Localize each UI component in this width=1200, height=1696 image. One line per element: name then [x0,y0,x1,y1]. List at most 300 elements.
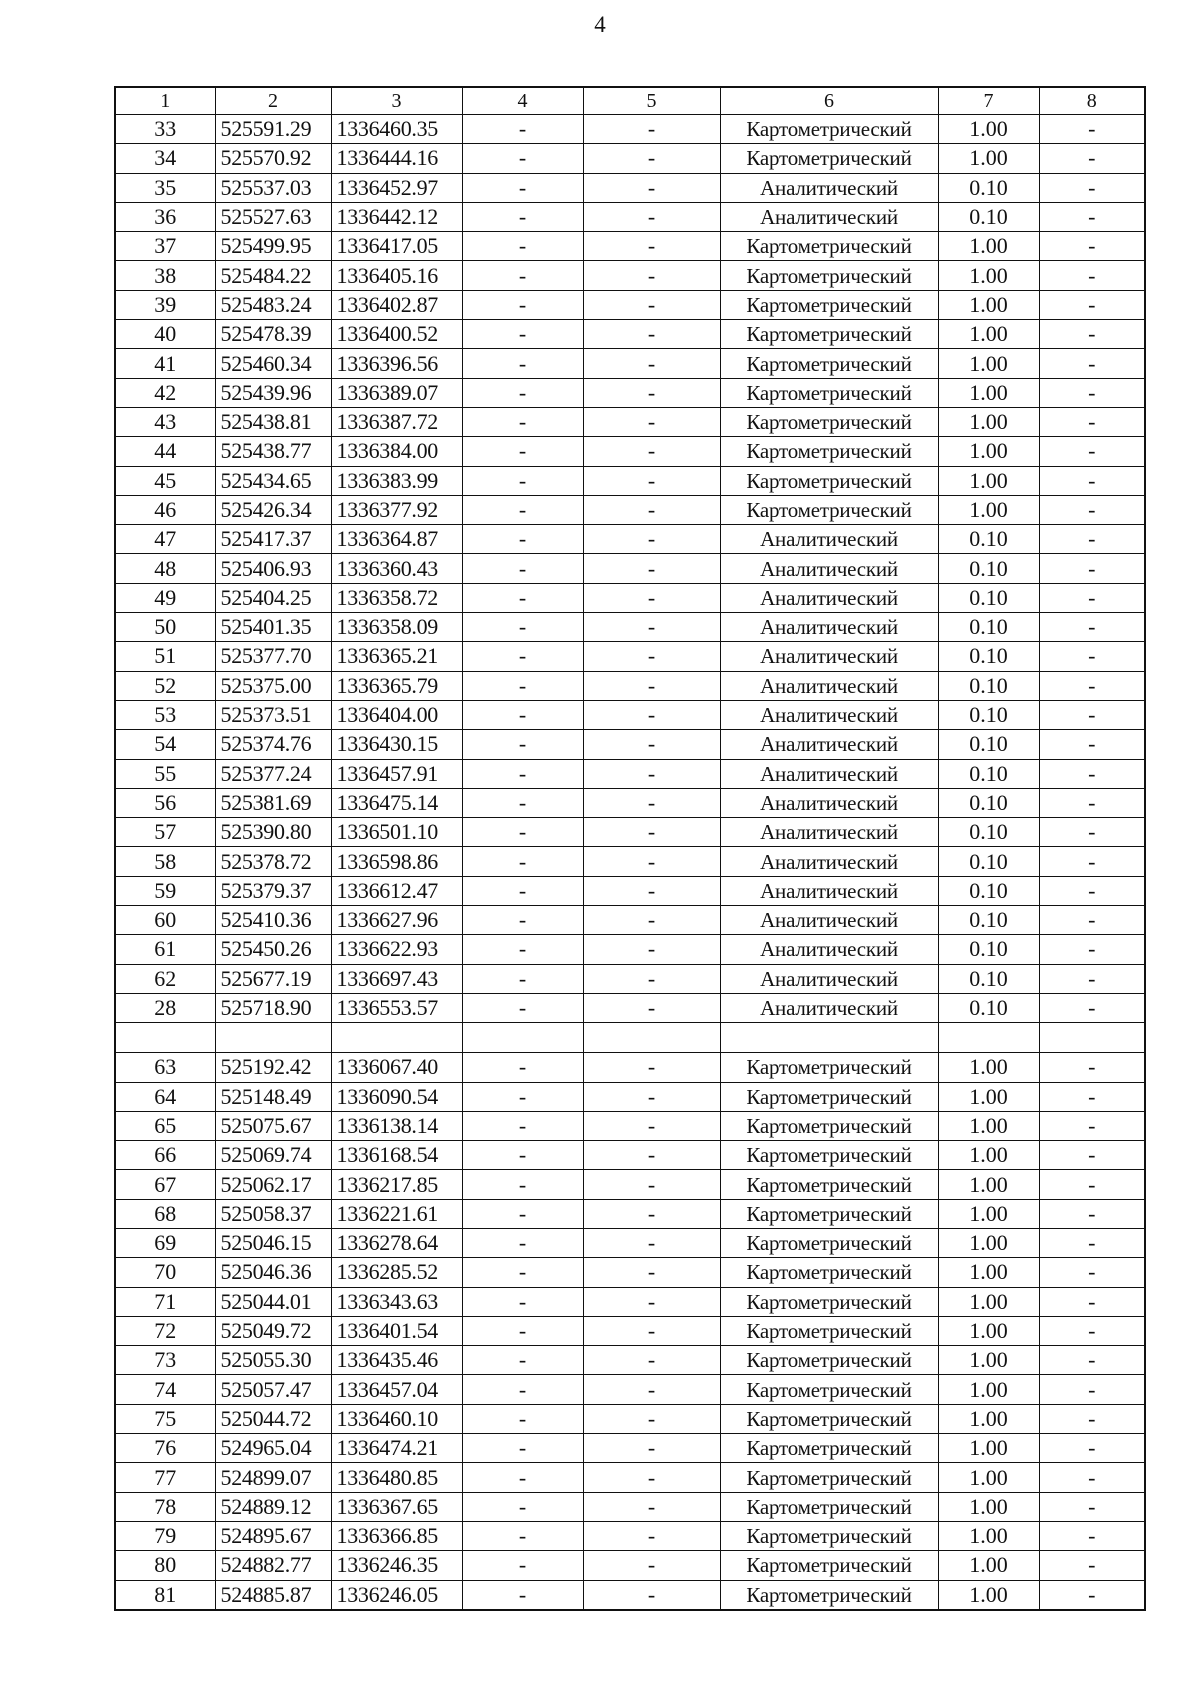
column-5-cell: - [583,495,720,524]
x-coordinate-cell: 525478.39 [215,320,331,349]
method-cell: Аналитический [720,935,938,964]
column-5-cell: - [583,232,720,261]
table-row [115,1463,1145,1492]
column-5-cell: - [583,935,720,964]
accuracy-cell: 0.10 [938,847,1039,876]
y-coordinate-cell: 1336612.47 [331,876,462,905]
x-coordinate-cell: 525410.36 [215,906,331,935]
table-row [115,1053,1145,1082]
column-8-cell: - [1039,1287,1145,1316]
table-row [115,1111,1145,1140]
y-coordinate-cell: 1336364.87 [331,525,462,554]
column-8-cell: - [1039,466,1145,495]
point-number-cell: 39 [115,290,215,319]
column-4-cell: - [462,1375,583,1404]
column-4-cell: - [462,1141,583,1170]
accuracy-cell: 1.00 [938,1199,1039,1228]
method-cell: Картометрический [720,1521,938,1550]
table-row [115,583,1145,612]
point-number-cell: 55 [115,759,215,788]
column-4-cell: - [462,261,583,290]
method-cell: Картометрический [720,1287,938,1316]
y-coordinate-cell: 1336457.91 [331,759,462,788]
column-4-cell: - [462,1434,583,1463]
accuracy-cell: 0.10 [938,759,1039,788]
table-row [115,993,1145,1022]
column-4-cell: - [462,1521,583,1550]
method-cell: Аналитический [720,173,938,202]
accuracy-cell: 1.00 [938,144,1039,173]
column-4-cell: - [462,378,583,407]
table-row [115,1434,1145,1463]
column-5-cell: - [583,993,720,1022]
column-8-cell: - [1039,1258,1145,1287]
x-coordinate-cell: 525450.26 [215,935,331,964]
x-coordinate-cell: 525439.96 [215,378,331,407]
column-4-cell [462,1023,583,1053]
column-8-cell: - [1039,290,1145,319]
column-8-cell: - [1039,232,1145,261]
method-cell: Аналитический [720,993,938,1022]
table-row [115,613,1145,642]
header-cell: 7 [938,87,1039,115]
method-cell: Аналитический [720,202,938,231]
table-row [115,1141,1145,1170]
y-coordinate-cell: 1336435.46 [331,1346,462,1375]
method-cell: Аналитический [720,759,938,788]
column-5-cell: - [583,583,720,612]
table-row [115,437,1145,466]
y-coordinate-cell: 1336401.54 [331,1316,462,1345]
method-cell: Аналитический [720,964,938,993]
point-number-cell: 66 [115,1141,215,1170]
column-5-cell: - [583,1170,720,1199]
accuracy-cell: 1.00 [938,1141,1039,1170]
column-8-cell: - [1039,1463,1145,1492]
method-cell: Картометрический [720,115,938,144]
column-4-cell: - [462,1111,583,1140]
x-coordinate-cell: 525404.25 [215,583,331,612]
accuracy-cell: 1.00 [938,466,1039,495]
column-5-cell: - [583,261,720,290]
x-coordinate-cell: 525044.72 [215,1404,331,1433]
y-coordinate-cell: 1336384.00 [331,437,462,466]
table-row [115,1346,1145,1375]
table-row [115,1521,1145,1550]
y-coordinate-cell: 1336457.04 [331,1375,462,1404]
column-8-cell: - [1039,1551,1145,1580]
x-coordinate-cell: 525677.19 [215,964,331,993]
column-4-cell: - [462,1258,583,1287]
column-4-cell: - [462,847,583,876]
point-number-cell: 44 [115,437,215,466]
column-8-cell: - [1039,1170,1145,1199]
y-coordinate-cell: 1336553.57 [331,993,462,1022]
method-cell: Аналитический [720,583,938,612]
x-coordinate-cell: 524895.67 [215,1521,331,1550]
column-8-cell: - [1039,1521,1145,1550]
accuracy-cell: 1.00 [938,232,1039,261]
point-number-cell: 57 [115,818,215,847]
header-cell: 3 [331,87,462,115]
method-cell: Картометрический [720,1199,938,1228]
method-cell: Картометрический [720,437,938,466]
y-coordinate-cell: 1336389.07 [331,378,462,407]
x-coordinate-cell: 525438.81 [215,407,331,436]
point-number-cell: 68 [115,1199,215,1228]
point-number-cell: 48 [115,554,215,583]
accuracy-cell: 0.10 [938,202,1039,231]
column-4-cell: - [462,202,583,231]
column-4-cell: - [462,1228,583,1257]
x-coordinate-cell: 525058.37 [215,1199,331,1228]
method-cell: Аналитический [720,525,938,554]
accuracy-cell: 1.00 [938,1404,1039,1433]
method-cell: Картометрический [720,144,938,173]
y-coordinate-cell: 1336697.43 [331,964,462,993]
accuracy-cell: 0.10 [938,964,1039,993]
x-coordinate-cell: 525055.30 [215,1346,331,1375]
x-coordinate-cell [215,1023,331,1053]
column-4-cell: - [462,1580,583,1610]
y-coordinate-cell: 1336217.85 [331,1170,462,1199]
table-row [115,1199,1145,1228]
point-number-cell: 28 [115,993,215,1022]
point-number-cell: 33 [115,115,215,144]
column-4-cell: - [462,407,583,436]
y-coordinate-cell: 1336285.52 [331,1258,462,1287]
point-number-cell [115,1023,215,1053]
x-coordinate-cell: 524885.87 [215,1580,331,1610]
point-number-cell: 73 [115,1346,215,1375]
accuracy-cell: 1.00 [938,1258,1039,1287]
point-number-cell: 56 [115,788,215,817]
x-coordinate-cell: 525483.24 [215,290,331,319]
x-coordinate-cell: 525426.34 [215,495,331,524]
column-4-cell: - [462,788,583,817]
method-cell: Аналитический [720,700,938,729]
method-cell: Аналитический [720,906,938,935]
table-row [115,466,1145,495]
point-number-cell: 76 [115,1434,215,1463]
accuracy-cell: 1.00 [938,1053,1039,1082]
column-4-cell: - [462,730,583,759]
column-8-cell: - [1039,671,1145,700]
y-coordinate-cell: 1336430.15 [331,730,462,759]
column-5-cell: - [583,466,720,495]
column-4-cell: - [462,1199,583,1228]
y-coordinate-cell: 1336343.63 [331,1287,462,1316]
table-row [115,115,1145,144]
method-cell: Картометрический [720,1580,938,1610]
table-row [115,554,1145,583]
column-5-cell: - [583,1199,720,1228]
x-coordinate-cell: 524899.07 [215,1463,331,1492]
x-coordinate-cell: 525046.36 [215,1258,331,1287]
point-number-cell: 53 [115,700,215,729]
method-cell: Картометрический [720,1111,938,1140]
column-8-cell: - [1039,437,1145,466]
column-8-cell: - [1039,1375,1145,1404]
y-coordinate-cell: 1336168.54 [331,1141,462,1170]
accuracy-cell: 1.00 [938,1111,1039,1140]
column-8-cell: - [1039,788,1145,817]
accuracy-cell: 0.10 [938,876,1039,905]
method-cell: Картометрический [720,1375,938,1404]
y-coordinate-cell: 1336358.72 [331,583,462,612]
table-row [115,1287,1145,1316]
accuracy-cell [938,1023,1039,1053]
table-row [115,818,1145,847]
column-4-cell: - [462,906,583,935]
method-cell: Картометрический [720,1316,938,1345]
column-5-cell: - [583,1551,720,1580]
point-number-cell: 70 [115,1258,215,1287]
accuracy-cell: 0.10 [938,730,1039,759]
column-8-cell: - [1039,730,1145,759]
x-coordinate-cell: 525401.35 [215,613,331,642]
column-5-cell: - [583,671,720,700]
y-coordinate-cell: 1336400.52 [331,320,462,349]
column-8-cell: - [1039,1199,1145,1228]
column-5-cell: - [583,1346,720,1375]
accuracy-cell: 1.00 [938,378,1039,407]
accuracy-cell: 0.10 [938,935,1039,964]
y-coordinate-cell: 1336067.40 [331,1053,462,1082]
column-5-cell: - [583,378,720,407]
column-8-cell: - [1039,759,1145,788]
y-coordinate-cell: 1336460.35 [331,115,462,144]
table-row [115,378,1145,407]
accuracy-cell: 0.10 [938,525,1039,554]
column-8-cell: - [1039,1141,1145,1170]
column-5-cell: - [583,1053,720,1082]
method-cell: Аналитический [720,818,938,847]
y-coordinate-cell: 1336474.21 [331,1434,462,1463]
x-coordinate-cell: 525046.15 [215,1228,331,1257]
column-8-cell: - [1039,173,1145,202]
x-coordinate-cell: 525373.51 [215,700,331,729]
column-4-cell: - [462,1463,583,1492]
table-row [115,349,1145,378]
method-cell: Картометрический [720,1141,938,1170]
column-4-cell: - [462,700,583,729]
column-8-cell: - [1039,202,1145,231]
y-coordinate-cell: 1336366.85 [331,1521,462,1550]
column-4-cell: - [462,1404,583,1433]
column-8-cell: - [1039,1346,1145,1375]
accuracy-cell: 1.00 [938,1551,1039,1580]
accuracy-cell: 0.10 [938,700,1039,729]
point-number-cell: 75 [115,1404,215,1433]
accuracy-cell: 1.00 [938,1082,1039,1111]
column-5-cell: - [583,202,720,231]
method-cell: Картометрический [720,495,938,524]
table-row [115,730,1145,759]
column-8-cell: - [1039,818,1145,847]
y-coordinate-cell: 1336367.65 [331,1492,462,1521]
column-5-cell: - [583,1258,720,1287]
column-5-cell: - [583,320,720,349]
column-5-cell: - [583,759,720,788]
y-coordinate-cell: 1336221.61 [331,1199,462,1228]
accuracy-cell: 1.00 [938,1492,1039,1521]
x-coordinate-cell: 525379.37 [215,876,331,905]
accuracy-cell: 1.00 [938,1346,1039,1375]
x-coordinate-cell: 525438.77 [215,437,331,466]
point-number-cell: 50 [115,613,215,642]
point-number-cell: 42 [115,378,215,407]
y-coordinate-cell: 1336480.85 [331,1463,462,1492]
column-5-cell: - [583,1492,720,1521]
x-coordinate-cell: 525390.80 [215,818,331,847]
column-4-cell: - [462,1551,583,1580]
column-4-cell: - [462,466,583,495]
column-4-cell: - [462,583,583,612]
table-blank-row [115,1023,1145,1053]
column-8-cell [1039,1023,1145,1053]
accuracy-cell: 1.00 [938,1463,1039,1492]
accuracy-cell: 0.10 [938,671,1039,700]
column-4-cell: - [462,1287,583,1316]
method-cell: Картометрический [720,1082,938,1111]
column-8-cell: - [1039,847,1145,876]
accuracy-cell: 1.00 [938,290,1039,319]
accuracy-cell: 1.00 [938,1170,1039,1199]
column-8-cell: - [1039,964,1145,993]
column-8-cell: - [1039,993,1145,1022]
point-number-cell: 34 [115,144,215,173]
accuracy-cell: 1.00 [938,115,1039,144]
column-4-cell: - [462,525,583,554]
column-5-cell: - [583,906,720,935]
column-8-cell: - [1039,525,1145,554]
column-8-cell: - [1039,935,1145,964]
point-number-cell: 37 [115,232,215,261]
column-4-cell: - [462,290,583,319]
method-cell: Картометрический [720,407,938,436]
method-cell [720,1023,938,1053]
point-number-cell: 71 [115,1287,215,1316]
header-cell: 2 [215,87,331,115]
column-5-cell: - [583,964,720,993]
method-cell: Картометрический [720,232,938,261]
x-coordinate-cell: 524965.04 [215,1434,331,1463]
table-row [115,1228,1145,1257]
y-coordinate-cell: 1336405.16 [331,261,462,290]
column-5-cell: - [583,554,720,583]
accuracy-cell: 0.10 [938,788,1039,817]
y-coordinate-cell: 1336444.16 [331,144,462,173]
point-number-cell: 54 [115,730,215,759]
x-coordinate-cell: 525460.34 [215,349,331,378]
table-row [115,935,1145,964]
table-row [115,1375,1145,1404]
table-row [115,1316,1145,1345]
column-4-cell: - [462,554,583,583]
point-number-cell: 81 [115,1580,215,1610]
column-8-cell: - [1039,349,1145,378]
table-row [115,759,1145,788]
column-8-cell: - [1039,407,1145,436]
table-row [115,1580,1145,1610]
column-4-cell: - [462,613,583,642]
accuracy-cell: 1.00 [938,1580,1039,1610]
x-coordinate-cell: 525484.22 [215,261,331,290]
column-8-cell: - [1039,1053,1145,1082]
table-row [115,1492,1145,1521]
table-header-row [115,87,1145,115]
column-4-cell: - [462,1346,583,1375]
method-cell: Картометрический [720,466,938,495]
column-5-cell: - [583,1316,720,1345]
accuracy-cell: 0.10 [938,554,1039,583]
column-4-cell: - [462,1316,583,1345]
column-4-cell: - [462,1170,583,1199]
column-8-cell: - [1039,642,1145,671]
x-coordinate-cell: 525434.65 [215,466,331,495]
accuracy-cell: 1.00 [938,349,1039,378]
method-cell: Картометрический [720,1346,938,1375]
column-8-cell: - [1039,583,1145,612]
method-cell: Аналитический [720,671,938,700]
table-row [115,173,1145,202]
column-8-cell: - [1039,1316,1145,1345]
method-cell: Картометрический [720,1228,938,1257]
column-5-cell: - [583,818,720,847]
column-5-cell: - [583,173,720,202]
table-row [115,290,1145,319]
x-coordinate-cell: 525148.49 [215,1082,331,1111]
x-coordinate-cell: 525527.63 [215,202,331,231]
table-row [115,847,1145,876]
column-8-cell: - [1039,378,1145,407]
column-5-cell: - [583,788,720,817]
column-5-cell: - [583,525,720,554]
column-5-cell: - [583,1463,720,1492]
accuracy-cell: 1.00 [938,1287,1039,1316]
point-number-cell: 45 [115,466,215,495]
accuracy-cell: 1.00 [938,495,1039,524]
y-coordinate-cell: 1336387.72 [331,407,462,436]
table-row [115,525,1145,554]
column-8-cell: - [1039,320,1145,349]
x-coordinate-cell: 525406.93 [215,554,331,583]
table-row [115,407,1145,436]
point-number-cell: 41 [115,349,215,378]
x-coordinate-cell: 525378.72 [215,847,331,876]
column-8-cell: - [1039,906,1145,935]
point-number-cell: 51 [115,642,215,671]
x-coordinate-cell: 524882.77 [215,1551,331,1580]
y-coordinate-cell: 1336383.99 [331,466,462,495]
column-5-cell: - [583,1228,720,1257]
column-4-cell: - [462,818,583,847]
table-row [115,876,1145,905]
point-number-cell: 78 [115,1492,215,1521]
table-row [115,320,1145,349]
x-coordinate-cell: 525069.74 [215,1141,331,1170]
column-5-cell: - [583,1082,720,1111]
y-coordinate-cell: 1336358.09 [331,613,462,642]
method-cell: Аналитический [720,554,938,583]
point-number-cell: 80 [115,1551,215,1580]
column-5-cell: - [583,1404,720,1433]
x-coordinate-cell: 525377.70 [215,642,331,671]
method-cell: Картометрический [720,320,938,349]
column-5-cell: - [583,144,720,173]
column-5-cell: - [583,613,720,642]
